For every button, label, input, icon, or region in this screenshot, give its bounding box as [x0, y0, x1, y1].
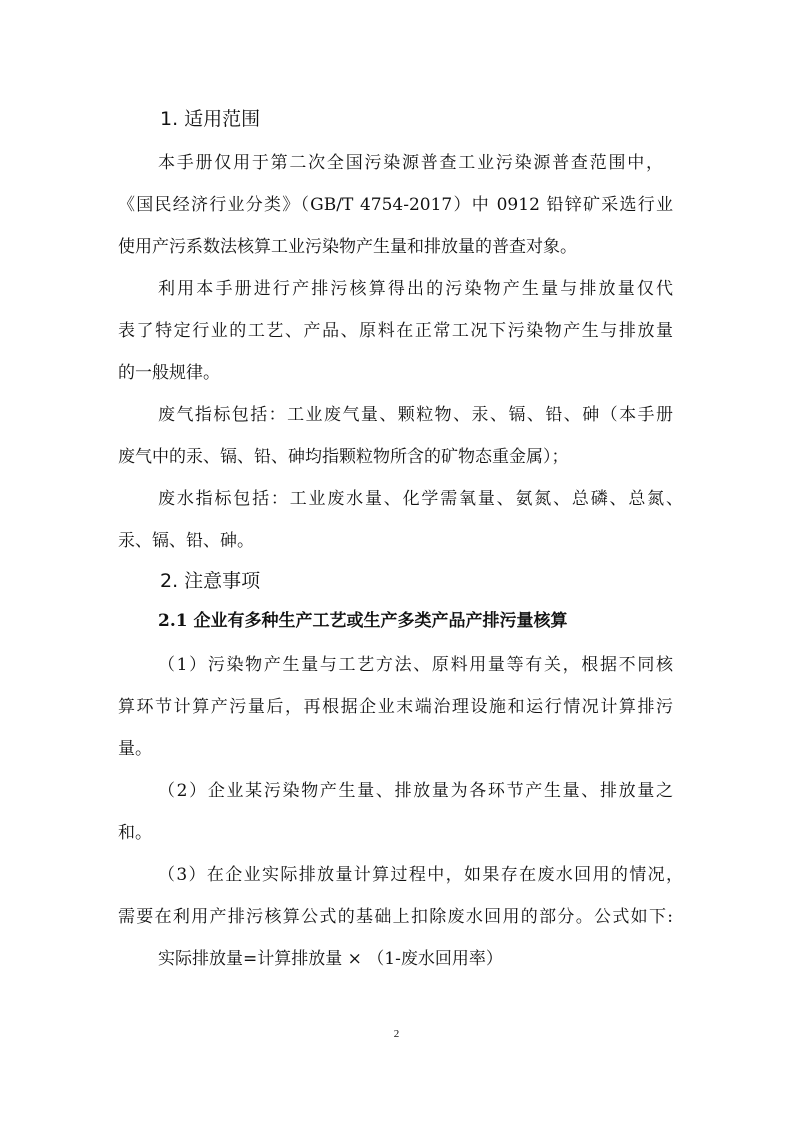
paragraph-water-line-2: 汞、镉、铅、砷。 [118, 531, 254, 551]
item-2-line-1: （2）企业某污染物产生量、排放量为各环节产生量、排放量之 [158, 781, 673, 801]
page-number: 2 [393, 1028, 400, 1040]
formula-line: 实际排放量=计算排放量 × （1-废水回用率） [158, 949, 503, 969]
paragraph-water-line-1: 废水指标包括：工业废水量、化学需氧量、氨氮、总磷、总氮、 [158, 489, 683, 509]
item-3-line-1: （3）在企业实际排放量计算过程中，如果存在废水回用的情况， [158, 865, 683, 885]
paragraph-usage-line-2: 表了特定行业的工艺、产品、原料在正常工况下污染物产生与排放量 [118, 321, 673, 341]
paragraph-gas-line-2: 废气中的汞、镉、铅、砷均指颗粒物所含的矿物态重金属）； [118, 447, 569, 467]
subsection-2-1-heading: 2.1 企业有多种生产工艺或生产多类产品产排污量核算 [158, 611, 568, 631]
paragraph-usage-line-1: 利用本手册进行产排污核算得出的污染物产生量与排放量仅代 [158, 279, 673, 299]
item-3-line-2: 需要在利用产排污核算公式的基础上扣除废水回用的部分。公式如下: [118, 907, 673, 927]
section-1-heading: 1. 适用范围 [160, 108, 261, 130]
paragraph-scope-line-1: 本手册仅用于第二次全国污染源普查工业污染源普查范围中， [158, 153, 663, 173]
section-2-heading: 2. 注意事项 [160, 570, 261, 592]
item-1-line-2: 算环节计算产污量后，再根据企业末端治理设施和运行情况计算排污 [118, 697, 673, 717]
paragraph-scope-line-3: 使用产污系数法核算工业污染物产生量和排放量的普查对象。 [118, 237, 577, 257]
item-2-line-2: 和。 [118, 823, 152, 843]
item-1-line-1: （1）污染物产生量与工艺方法、原料用量等有关，根据不同核 [158, 655, 673, 675]
paragraph-gas-line-1: 废气指标包括：工业废气量、颗粒物、汞、镉、铅、砷（本手册 [158, 405, 673, 425]
item-1-line-3: 量。 [118, 739, 152, 759]
paragraph-scope-line-2: 《国民经济行业分类》（GB/T 4754-2017）中 0912 铅锌矿采选行业 [118, 195, 673, 215]
paragraph-usage-line-3: 的一般规律。 [118, 363, 220, 383]
